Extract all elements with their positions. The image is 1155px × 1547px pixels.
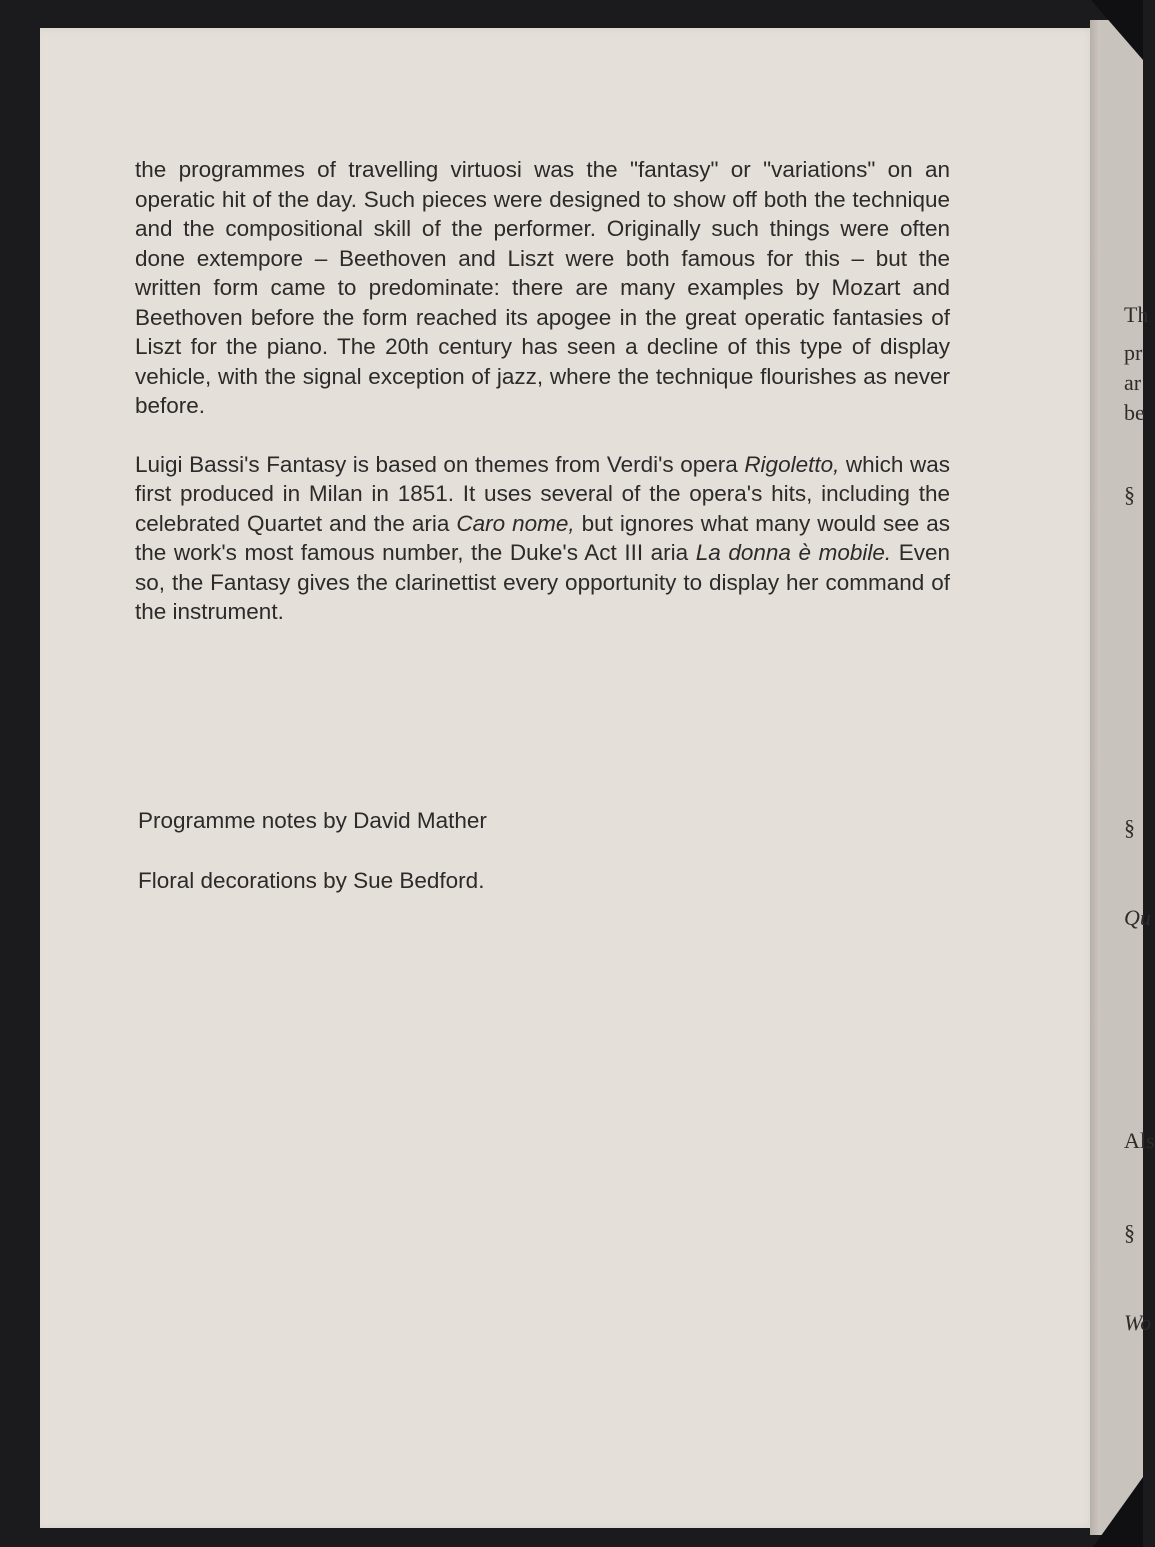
paragraph-text: which was first produced in Milan in 1851. It uses several of the opera's hits, including the celebrated Quartet and the aria xyxy=(135,451,950,536)
programme-note-body xyxy=(135,155,950,627)
paragraph-text: but ignores what many would see as the work's most famous number, the Duke's Act III aria xyxy=(135,510,951,565)
aria-title: La donna è mobile. xyxy=(695,540,892,565)
paragraph-text: Luigi Bassi's Fantasy is based on themes from Verdi's opera xyxy=(135,451,745,477)
adjacent-page-fragment: § xyxy=(1124,815,1135,840)
adjacent-page-fragment: pr xyxy=(1124,340,1143,365)
background-corner xyxy=(1093,1477,1143,1547)
opera-title: Rigoletto, xyxy=(744,451,840,477)
adjacent-page-fragment: § xyxy=(1124,1220,1135,1245)
adjacent-page-fragment: Qu xyxy=(1124,905,1151,930)
paragraph-text: Even so, the Fantasy gives the clarinettist every opportunity to display her command of the instrument. xyxy=(135,540,950,624)
paragraph-bassi-fantasy xyxy=(135,450,950,627)
adjacent-page-fragment: Wo xyxy=(1124,1310,1152,1335)
adjacent-page-fragment: § xyxy=(1124,482,1135,507)
adjacent-page-fragment: be xyxy=(1124,400,1145,425)
adjacent-page-edge xyxy=(1090,20,1155,1535)
adjacent-page-fragment: ar xyxy=(1124,370,1142,395)
background-corner xyxy=(1091,0,1143,60)
adjacent-page-fragment: Als xyxy=(1124,1128,1155,1153)
aria-title: Caro nome, xyxy=(456,510,575,536)
page-gutter-shadow xyxy=(1090,20,1100,1535)
floral-decorations-credit: Floral decorations by Sue Bedford. xyxy=(138,868,485,893)
programme-notes-credit: Programme notes by David Mather xyxy=(138,808,487,833)
adjacent-page-fragment: Th xyxy=(1124,302,1149,327)
paragraph-fantasy-history: the programmes of travelling virtuosi was the "fantasy" or "variations" on an operatic hit of the day. Such pieces were designed to show off both the technique and the compositional skill of the performer. Originally such things were often done extempore – Beethoven and Liszt were both famous for this – but the written form came to predominate: there are many examples by Mozart and Beethoven before the form reached its apogee in the great operatic fantasies of Liszt for the piano. The 20th century has seen a decline of this type of display vehicle, with the signal exception of jazz, where the technique flourishes as never before. xyxy=(135,157,950,418)
